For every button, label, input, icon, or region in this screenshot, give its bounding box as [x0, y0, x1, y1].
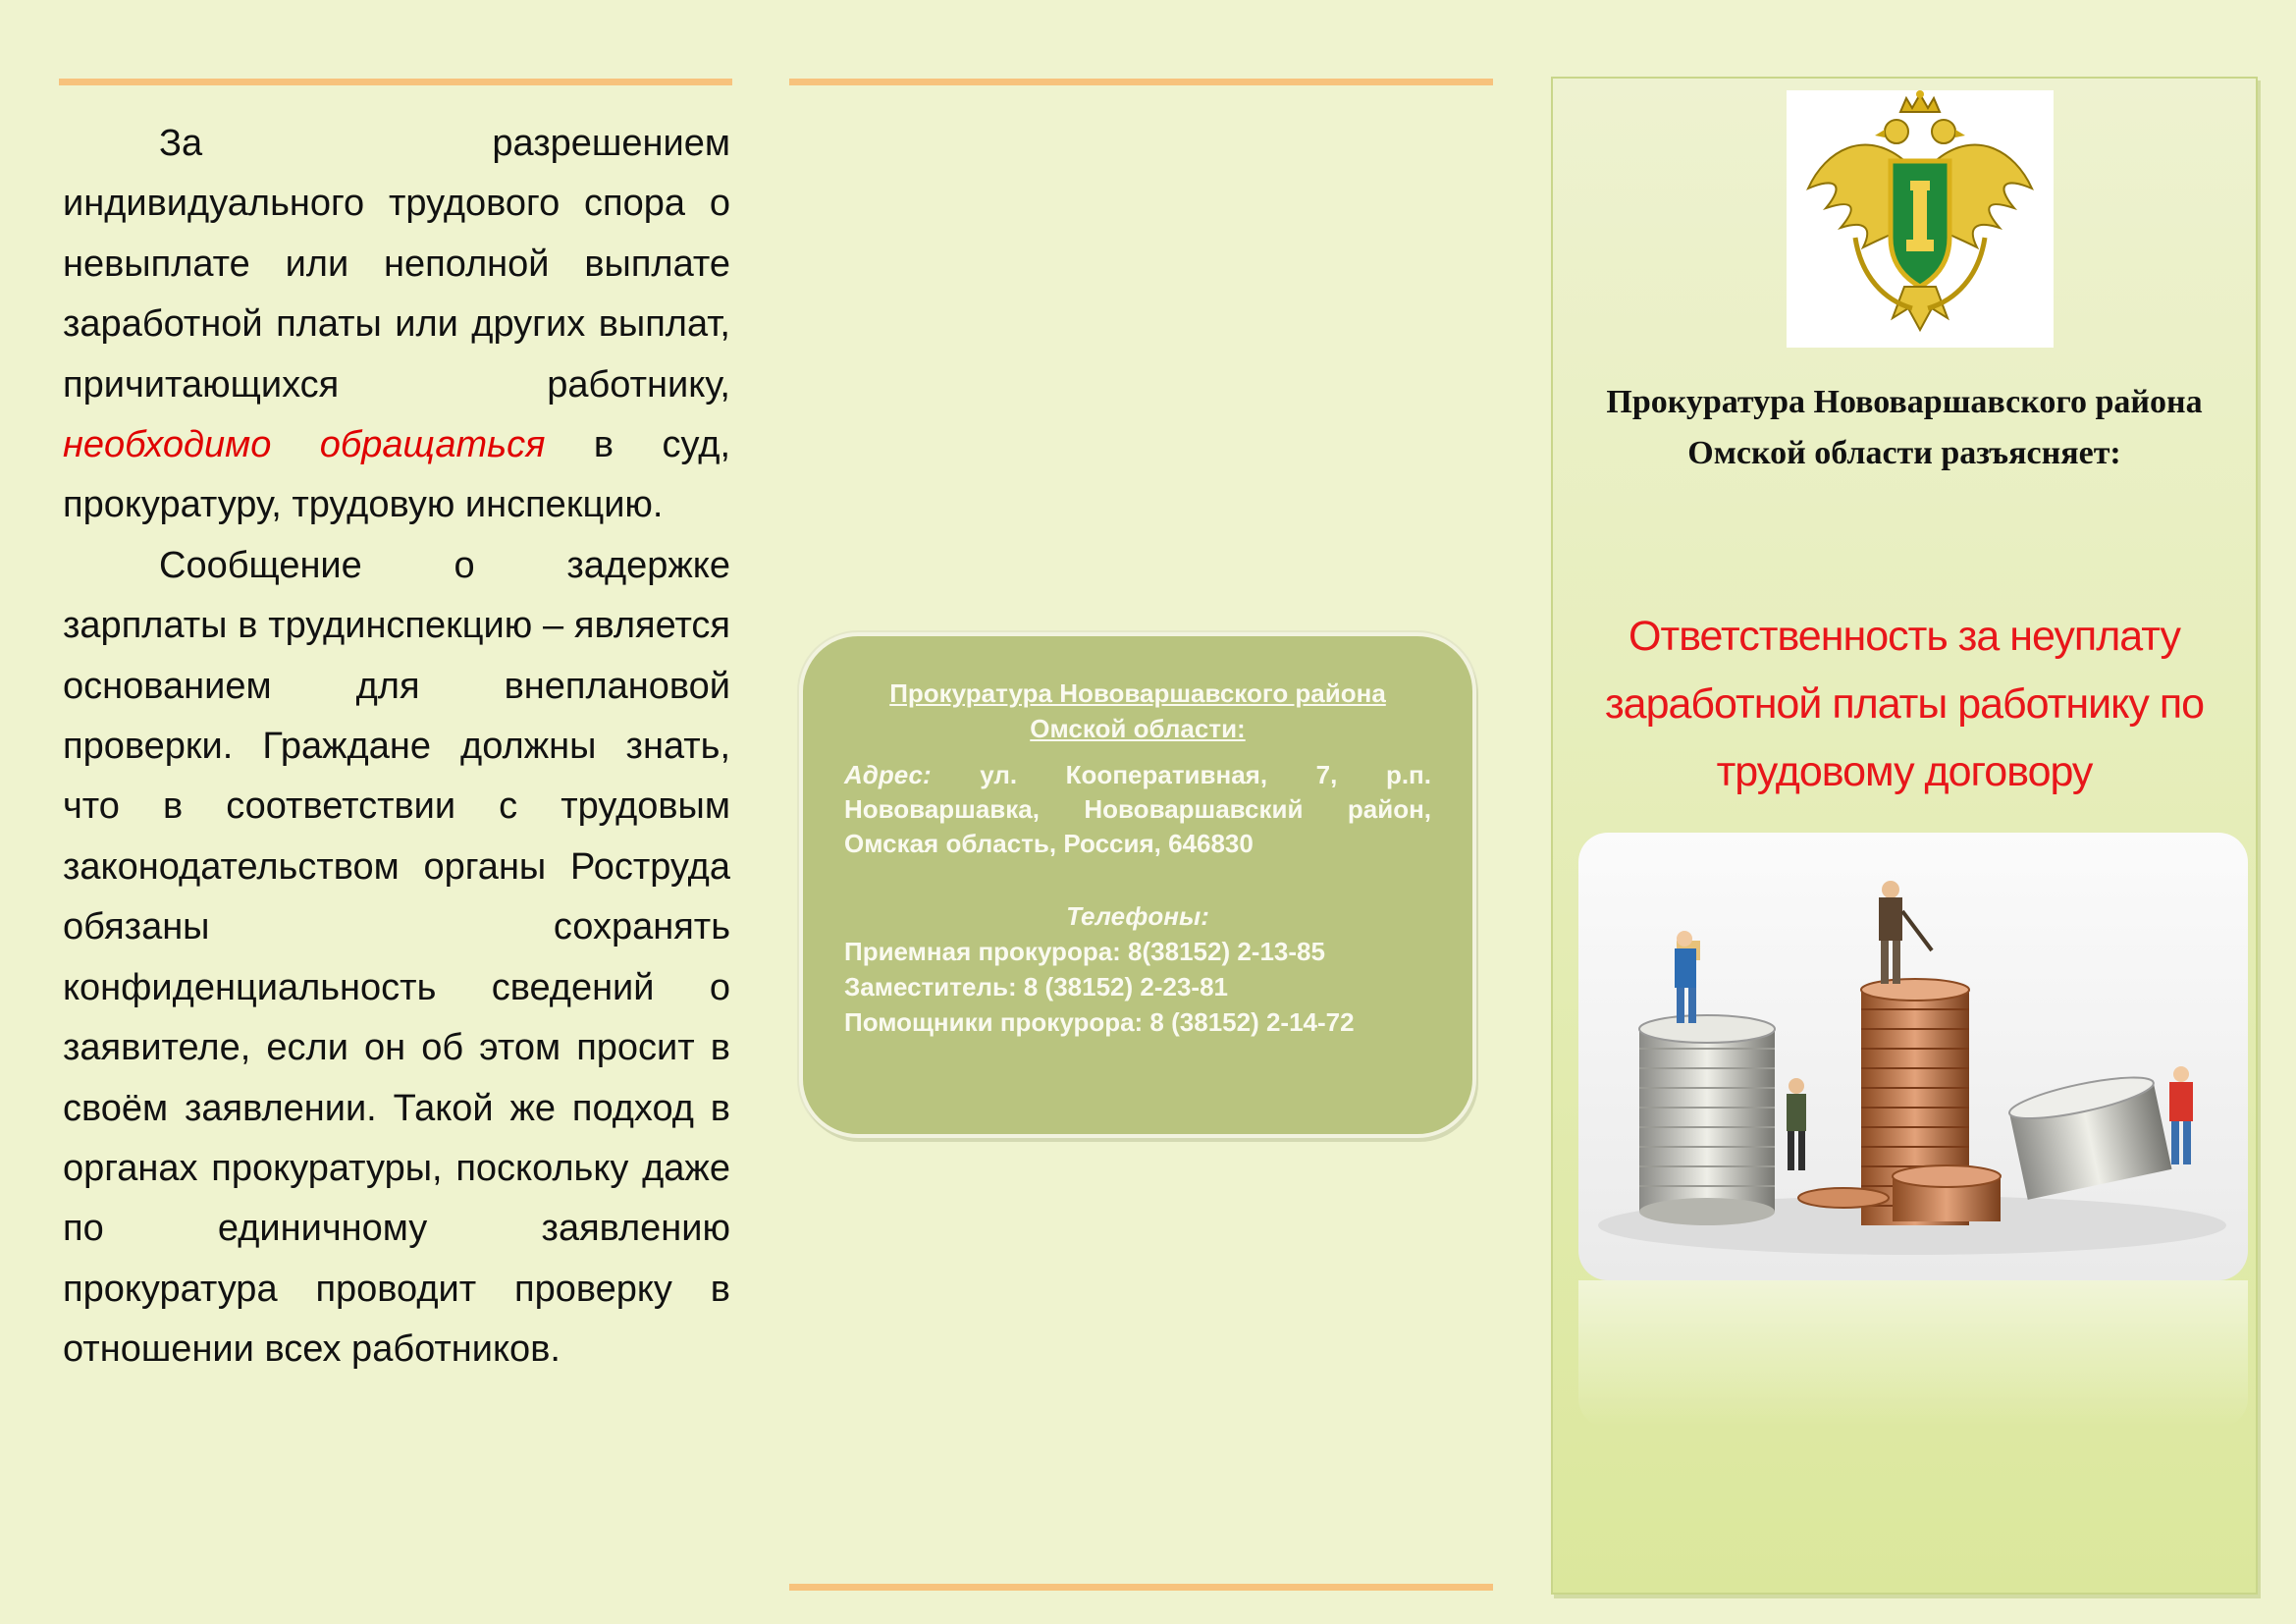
- phones-title: Телефоны:: [1066, 901, 1209, 931]
- paragraph-court-appeal: [63, 114, 730, 536]
- double-headed-eagle-emblem-icon: [1787, 90, 2054, 348]
- phone-deputy: Заместитель: 8 (38152) 2-23-81: [844, 972, 1228, 1001]
- contact-address: [844, 758, 1431, 861]
- cover-organization-title: Прокуратура Нововаршавского района Омской области разъясняет:: [1606, 384, 2203, 471]
- coin-stacks-illustration-icon: [1578, 833, 2248, 1280]
- paragraph1-text-end: в суд, прокуратуру, трудовую инспекцию.: [63, 424, 730, 526]
- left-column-text: [63, 114, 730, 1380]
- contact-heading: Прокуратура Нововаршавского района Омской области:: [889, 678, 1386, 743]
- prosecutor-emblem-image: [1787, 90, 2054, 348]
- address-label: Адрес:: [844, 760, 932, 789]
- phone-reception: Приемная прокурора: 8(38152) 2-13-85: [844, 937, 1325, 966]
- emphasis-text: необходимо обращаться: [63, 424, 546, 466]
- top-rule-left: [59, 79, 732, 85]
- cover-panel: [1551, 77, 2258, 1595]
- worker-center-figure: [1787, 1078, 1806, 1170]
- worker-red-figure: [2169, 1066, 2193, 1164]
- coins-workers-photo: [1578, 833, 2248, 1280]
- top-rule-middle: [789, 79, 1493, 85]
- contact-info-box: [799, 632, 1476, 1138]
- worker-pickaxe-figure: [1879, 881, 1932, 984]
- paragraph1-text: За разрешением индивидуального трудового спора о невыплате или неполной выплате заработной платы или других выплат, причитающихся работнику,: [63, 123, 730, 406]
- photo-reflection: [1578, 1280, 2248, 1428]
- address-text: ул. Кооперативная, 7, р.п. Нововаршавка, Нововаршавский район, Омская область, Россия, 646830: [844, 760, 1431, 858]
- bottom-rule-middle: [789, 1584, 1493, 1591]
- cover-main-title: Ответственность за неуплату заработной платы работнику по трудовому договору: [1604, 613, 2205, 795]
- paragraph-inspection: Сообщение о задержке зарплаты в трудинспекцию – является основанием для внеплановой проверки. Граждане должны знать, что в соответствии с трудовым законодательством органы Роструда обязаны сохранять конфиденциальность сведений о заявителе, если он об этом просит в своём заявлении. Такой же подход в органах прокуратуры, поскольку даже по единичному заявлению прокуратура проводит проверку в отношении всех работников.: [63, 544, 730, 1371]
- phone-assistants: Помощники прокурора: 8 (38152) 2-14-72: [844, 1007, 1355, 1037]
- worker-blue-figure: [1675, 931, 1700, 1023]
